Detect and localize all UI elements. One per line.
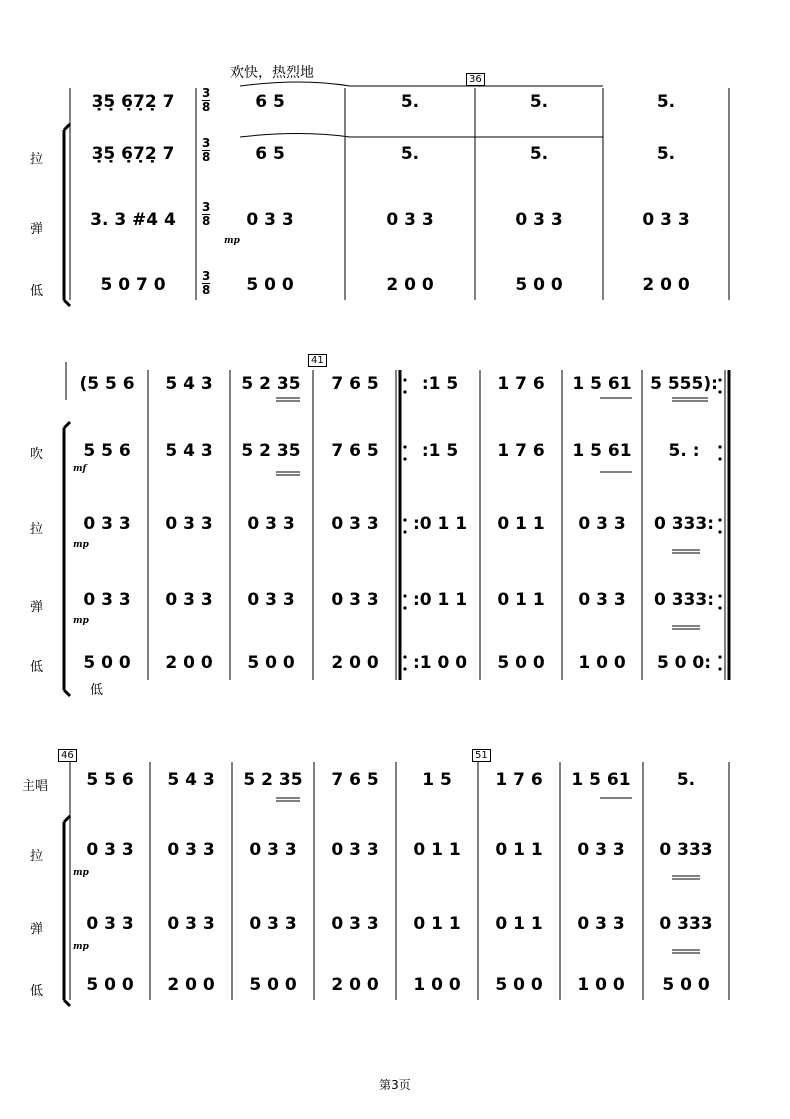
rehearsal-mark-46: 46 — [58, 749, 77, 762]
time-signature: 3 8 — [202, 200, 211, 228]
dynamic-mf: mf — [73, 464, 87, 474]
measure-s2-di: 5 0 0 — [497, 653, 545, 673]
measure-s3-tan: 0 1 1 — [413, 914, 461, 934]
dynamic-mp: mp — [73, 540, 89, 550]
measure-s3-zhuchang: 5 2 35 — [243, 770, 303, 790]
instrument-label-tan: 弹 — [30, 222, 44, 237]
measure-s1-tan: 0 3 3 — [642, 210, 690, 230]
measure-s2-tan: :0 1 1 — [412, 590, 468, 610]
measure-s2-chui: 1 5 61 — [572, 441, 632, 461]
measure-s2-top: :1 5 — [421, 374, 459, 394]
measure-s3-di: 1 0 0 — [577, 975, 625, 995]
measure-s2-la: 0 3 3 — [165, 514, 213, 534]
measure-s3-la: 0 333 — [659, 840, 713, 860]
dynamic-mp: mp — [73, 942, 89, 952]
dynamic-mp: mp — [73, 868, 89, 878]
page-number: 第3页 — [379, 1078, 411, 1092]
measure-s2-top: 1 7 6 — [497, 374, 545, 394]
measure-s1-melody: 6 5 — [255, 92, 285, 112]
measure-s3-tan: 0 3 3 — [331, 914, 379, 934]
measure-s2-top: 5 2 35 — [241, 374, 301, 394]
measure-s3-di: 5 0 0 — [249, 975, 297, 995]
measure-s3-tan: 0 3 3 — [167, 914, 215, 934]
measure-s1-di: 5 0 0 — [246, 275, 294, 295]
measure-s2-di: 2 0 0 — [165, 653, 213, 673]
measure-s1-melody: 5. — [400, 92, 420, 112]
measure-s1-di: 2 0 0 — [642, 275, 690, 295]
measure-s3-zhuchang: 1 5 — [422, 770, 452, 790]
measure-s3-la: 0 3 3 — [167, 840, 215, 860]
instrument-label-tan-2: 弹 — [30, 600, 44, 615]
measure-s2-top: 5 4 3 — [165, 374, 213, 394]
tempo-marking: 欢快，热烈地 — [230, 65, 314, 81]
measure-s3-zhuchang: 1 5 61 — [571, 770, 631, 790]
measure-s2-la: 0 3 3 — [247, 514, 295, 534]
measure-s3-tan: 0 333 — [659, 914, 713, 934]
measure-s3-la: 0 3 3 — [86, 840, 134, 860]
measure-s3-di: 2 0 0 — [167, 975, 215, 995]
measure-s1-melody: 3̣5̣ 6̣7̣2̣ 7 — [91, 92, 175, 112]
measure-s2-di: 5 0 0 — [247, 653, 295, 673]
instrument-label-di-3: 低 — [30, 984, 44, 999]
measure-s2-chui: 7 6 5 — [331, 441, 379, 461]
measure-s3-zhuchang: 5 4 3 — [167, 770, 215, 790]
rehearsal-mark-36: 36 — [466, 73, 485, 86]
measure-s2-la: 0 3 3 — [83, 514, 131, 534]
measure-s2-tan: 0 1 1 — [497, 590, 545, 610]
dynamic-mp: mp — [224, 236, 240, 246]
measure-s1-tan: 3. 3 #4 4 — [90, 210, 176, 230]
measure-s3-di: 5 0 0 — [495, 975, 543, 995]
measure-s3-di: 1 0 0 — [413, 975, 461, 995]
measure-s3-zhuchang: 1 7 6 — [495, 770, 543, 790]
measure-s3-la: 0 3 3 — [249, 840, 297, 860]
measure-s3-di: 2 0 0 — [331, 975, 379, 995]
measure-s2-di: 2 0 0 — [331, 653, 379, 673]
measure-s2-chui: 5 4 3 — [165, 441, 213, 461]
measure-s2-la: :0 1 1 — [412, 514, 468, 534]
measure-s2-tan: 0 3 3 — [165, 590, 213, 610]
measure-s1-la: 5. — [400, 144, 420, 164]
measure-s3-tan: 0 1 1 — [495, 914, 543, 934]
measure-s2-chui: 1 7 6 — [497, 441, 545, 461]
measure-s2-tan: 0 3 3 — [331, 590, 379, 610]
measure-s1-melody: 5. — [656, 92, 676, 112]
measure-s2-top: (5 5 6 — [79, 374, 135, 394]
measure-s2-tan: 0 3 3 — [247, 590, 295, 610]
measure-s1-di: 5 0 7 0 — [100, 275, 166, 295]
measure-s2-tan: 0 333: — [653, 590, 715, 610]
measure-s2-la: 0 3 3 — [331, 514, 379, 534]
instrument-label-di: 低 — [30, 284, 44, 299]
measure-s3-zhuchang: 5. — [676, 770, 696, 790]
measure-s2-top: 1 5 61 — [572, 374, 632, 394]
measure-s1-di: 2 0 0 — [386, 275, 434, 295]
time-signature: 3 8 — [202, 136, 211, 164]
measure-s1-la: 3̣5̣ 6̣7̣2̣ 7 — [91, 144, 175, 164]
measure-s1-la: 6 5 — [255, 144, 285, 164]
measure-s1-tan: 0 3 3 — [515, 210, 563, 230]
measure-s2-chui: 5 5 6 — [83, 441, 131, 461]
rehearsal-mark-41: 41 — [308, 354, 327, 367]
measure-s2-chui: :1 5 — [421, 441, 459, 461]
instrument-label-tan-3: 弹 — [30, 922, 44, 937]
instrument-label-di-2: 低 — [30, 660, 44, 675]
measure-s2-top: 5 555): — [650, 374, 718, 394]
measure-s3-la: 0 3 3 — [331, 840, 379, 860]
measure-s2-chui: 5. : — [668, 441, 700, 461]
measure-s2-di: 5 0 0: — [656, 653, 712, 673]
measure-s2-tan: 0 3 3 — [83, 590, 131, 610]
measure-s2-di: 1 0 0 — [578, 653, 626, 673]
measure-s2-la: 0 1 1 — [497, 514, 545, 534]
measure-s2-la: 0 3 3 — [578, 514, 626, 534]
measure-s3-di: 5 0 0 — [86, 975, 134, 995]
measure-s2-di: :1 0 0 — [412, 653, 468, 673]
measure-s1-tan: 0 3 3 — [246, 210, 294, 230]
measure-s3-tan: 0 3 3 — [577, 914, 625, 934]
instrument-label-zhuchang: 主唱 — [22, 779, 49, 794]
instrument-label-la-2: 拉 — [30, 522, 44, 537]
measure-s2-tan: 0 3 3 — [578, 590, 626, 610]
measure-s1-la: 5. — [529, 144, 549, 164]
measure-s1-di: 5 0 0 — [515, 275, 563, 295]
low-voice-label: 低 — [90, 683, 104, 698]
measure-s2-di: 5 0 0 — [83, 653, 131, 673]
measure-s3-zhuchang: 7 6 5 — [331, 770, 379, 790]
instrument-label-la-3: 拉 — [30, 849, 44, 864]
measure-s3-la: 0 1 1 — [413, 840, 461, 860]
measure-s3-di: 5 0 0 — [662, 975, 710, 995]
rehearsal-mark-51: 51 — [472, 749, 491, 762]
measure-s3-zhuchang: 5 5 6 — [86, 770, 134, 790]
time-signature: 3 8 — [202, 86, 211, 114]
measure-s3-la: 0 1 1 — [495, 840, 543, 860]
time-signature: 3 8 — [202, 269, 211, 297]
measure-s3-tan: 0 3 3 — [249, 914, 297, 934]
instrument-label-chui: 吹 — [30, 447, 44, 462]
measure-s1-tan: 0 3 3 — [386, 210, 434, 230]
instrument-label-la: 拉 — [30, 152, 44, 167]
measure-s2-chui: 5 2 35 — [241, 441, 301, 461]
measure-s2-la: 0 333: — [653, 514, 715, 534]
measure-s3-la: 0 3 3 — [577, 840, 625, 860]
dynamic-mp: mp — [73, 616, 89, 626]
measure-s1-la: 5. — [656, 144, 676, 164]
measure-s3-tan: 0 3 3 — [86, 914, 134, 934]
measure-s2-top: 7 6 5 — [331, 374, 379, 394]
measure-s1-melody: 5. — [529, 92, 549, 112]
